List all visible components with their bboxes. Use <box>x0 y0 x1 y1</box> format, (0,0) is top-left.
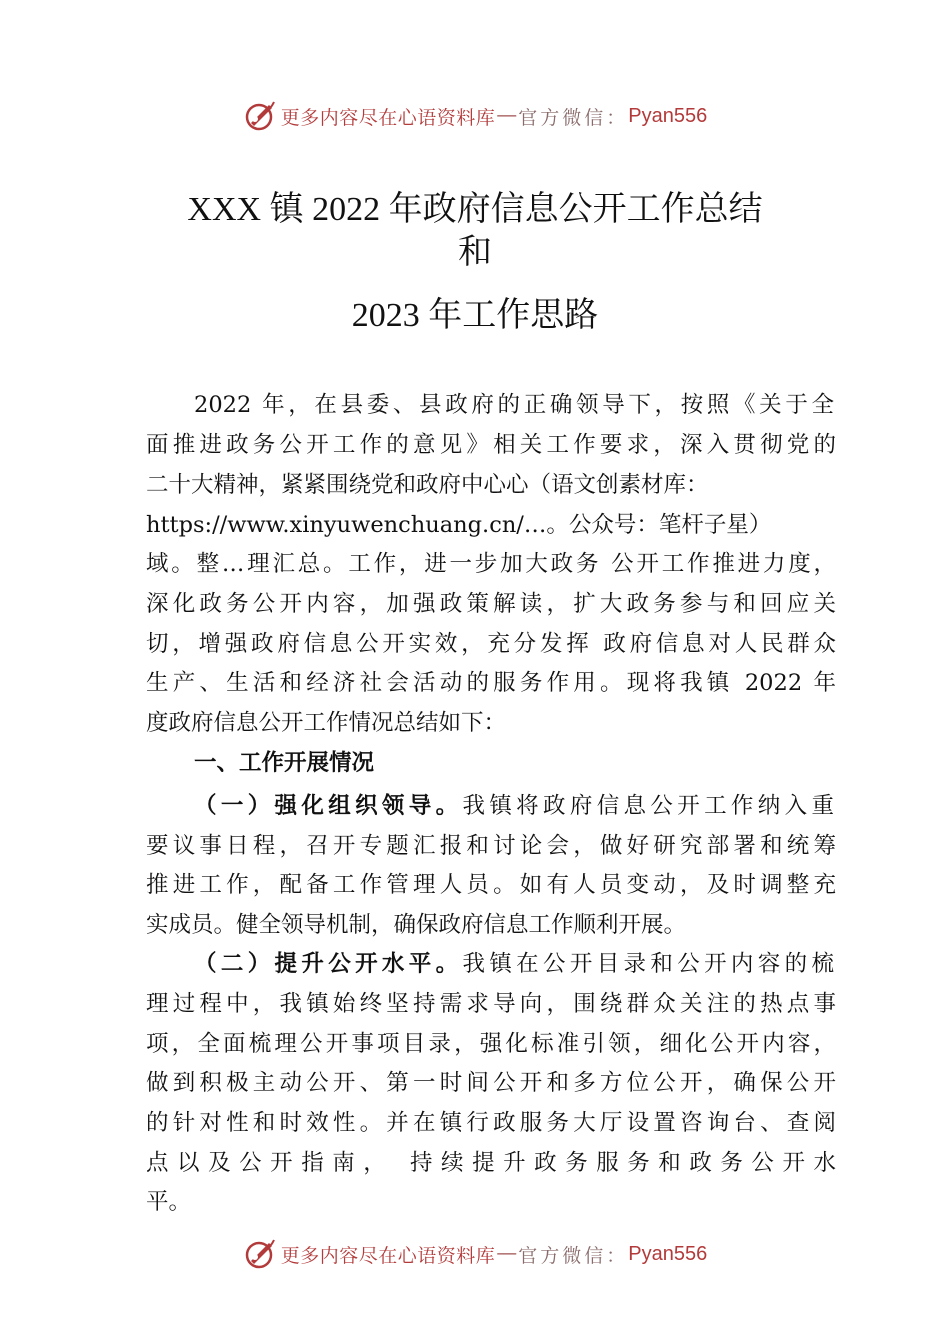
banner-wechat-id: Pyan556 <box>628 104 708 127</box>
document-title-line-2: 和 <box>458 234 492 271</box>
item-2-line: 的针对性和时效性。并在镇行政服务大厅设置咨询台、查阅 <box>146 1110 836 1136</box>
item-1-first-rest: 我镇将政府信息公开工作纳入重 <box>462 793 834 819</box>
item-2-lead: （二）提升公开水平。 <box>194 951 463 977</box>
intro-line: 二十大精神，紧紧围绕党和政府中心心（语文创素材库： <box>146 472 709 498</box>
item-2-line: 理过程中，我镇始终坚持需求导向，围绕群众关注的热点事 <box>146 991 836 1017</box>
item-1-first-line <box>194 791 834 821</box>
item-2-first-rest: 我镇在公开目录和公开内容的梳 <box>462 951 834 977</box>
header-watermark-banner <box>0 96 950 136</box>
intro-line: 面推进政务公开工作的意见》相关工作要求，深入贯彻党的 <box>146 432 836 458</box>
item-2-line: 项，全面梳理公开事项目录，强化标准引领，细化公开内容， <box>146 1031 836 1057</box>
document-title-line-1: XXX 镇 2022 年政府信息公开工作总结 <box>187 191 763 228</box>
footer-watermark-banner <box>0 1234 950 1274</box>
item-1-line: 要议事日程，召开专题汇报和讨论会，做好研究部署和统筹 <box>146 833 836 859</box>
banner-text: 更多内容尽在心语资料库 <box>280 106 496 129</box>
banner-separator: — <box>497 105 517 126</box>
intro-line: 域。整…理汇总。工作，进一步加大政务 公开工作推进力度， <box>146 551 836 577</box>
item-2-first-line <box>194 949 834 979</box>
intro-line: 深化政务公开内容，加强政策解读，扩大政务参与和回应关 <box>146 591 836 617</box>
quill-pen-logo-icon <box>243 99 277 133</box>
banner-wechat-label: 官方微信： <box>518 106 629 129</box>
intro-line: 生产、生活和经济社会活动的服务作用。现将我镇 2022 年 <box>146 670 836 696</box>
intro-line: 度政府信息公开工作情况总结如下： <box>146 710 507 736</box>
intro-line: 2022 年，在县委、县政府的正确领导下，按照《关于全 <box>194 392 834 418</box>
banner-wechat-id: Pyan556 <box>628 1242 708 1265</box>
quill-pen-logo-icon <box>243 1237 277 1271</box>
item-1-line: 实成员。健全领导机制，确保政府信息工作顺利开展。 <box>146 912 687 938</box>
banner-text: 更多内容尽在心语资料库 <box>280 1244 496 1267</box>
banner-wechat-label: 官方微信： <box>518 1244 629 1267</box>
item-2-line: 点以及公开指南， 持续提升政务服务和政务公开水 <box>146 1150 836 1176</box>
item-1-line: 推进工作，配备工作管理人员。如有人员变动，及时调整充 <box>146 872 836 898</box>
intro-line: https://www.xinyuwenchuang.cn/…。公众号：笔杆子星） <box>146 512 772 538</box>
item-2-line: 平。 <box>146 1189 192 1215</box>
item-1-lead: （一）强化组织领导。 <box>194 793 463 819</box>
intro-line: 切，增强政府信息公开实效，充分发挥 政府信息对人民群众 <box>146 631 836 657</box>
section-heading: 一、工作开展情况 <box>194 750 375 776</box>
item-2-line: 做到积极主动公开、第一时间公开和多方位公开，确保公开 <box>146 1070 836 1096</box>
document-title-line-3: 2023 年工作思路 <box>351 297 599 334</box>
banner-separator: — <box>497 1243 517 1264</box>
